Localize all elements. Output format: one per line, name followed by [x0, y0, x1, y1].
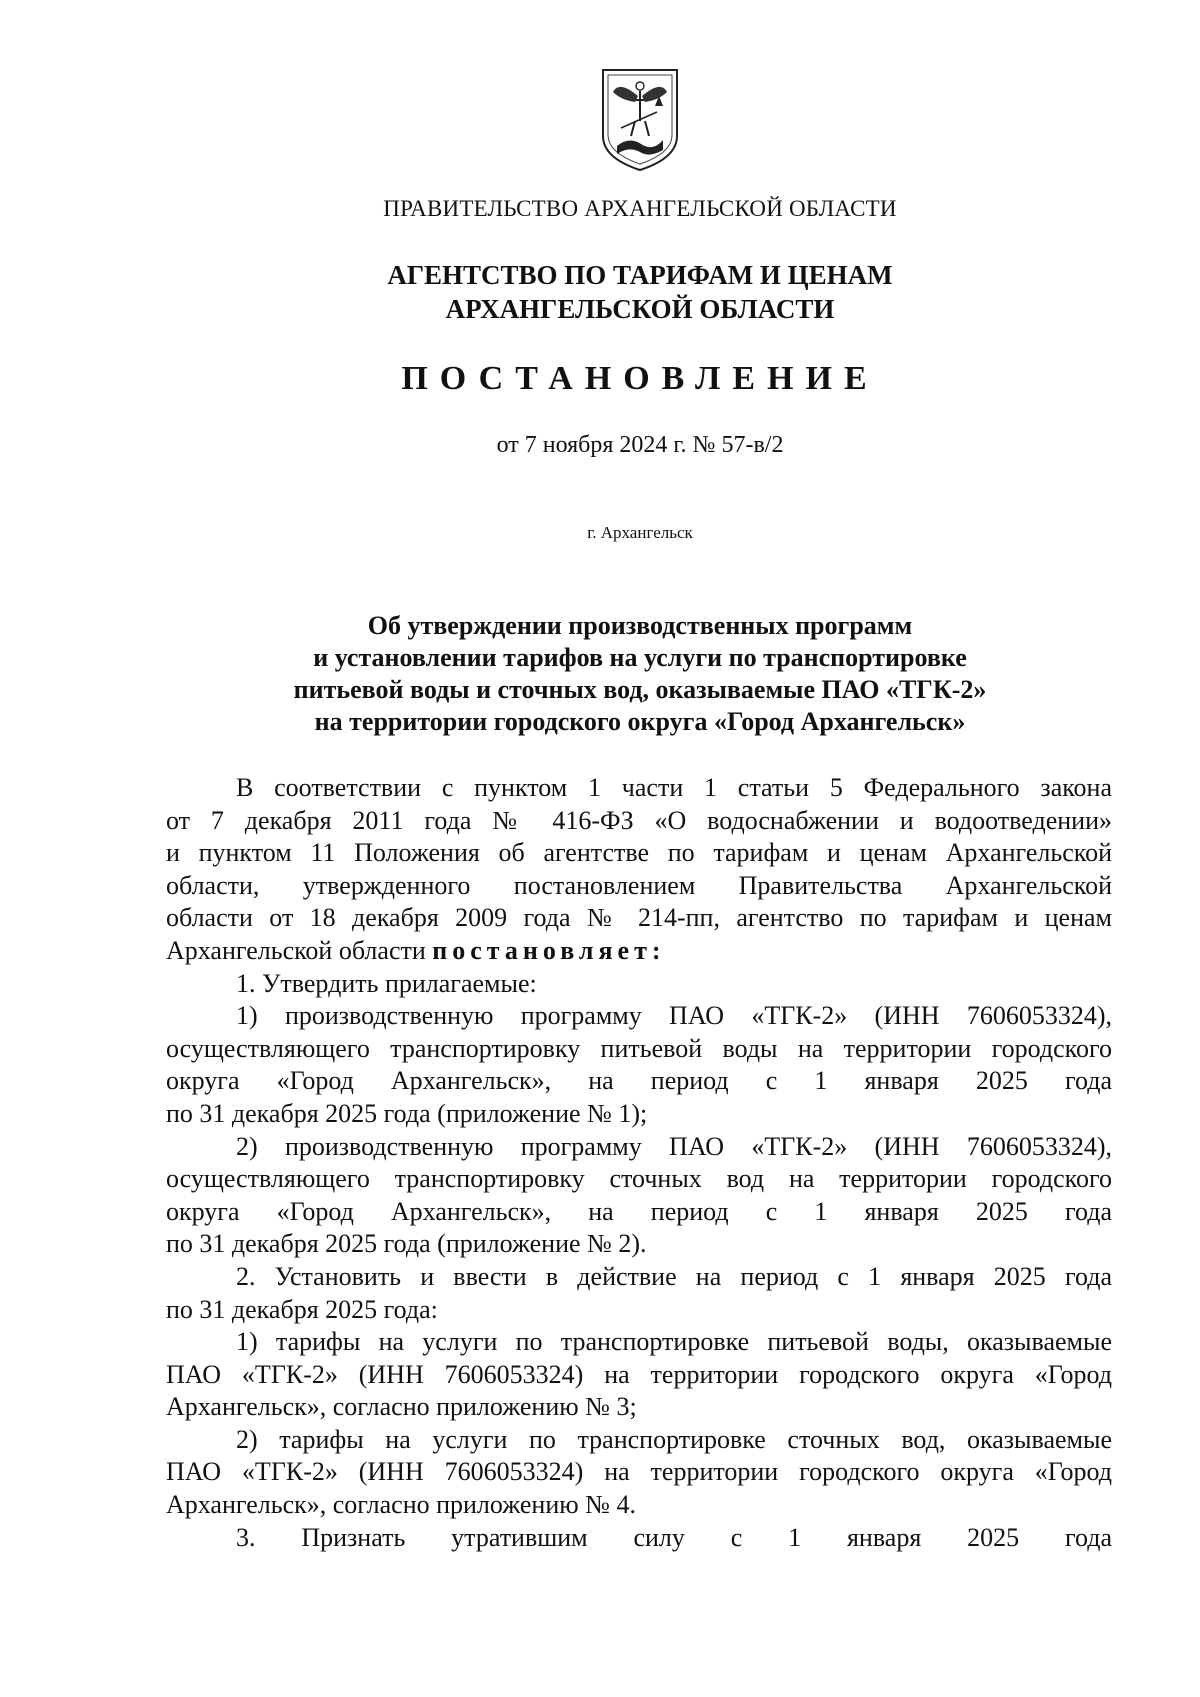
agency-name-line-1: АГЕНТСТВО ПО ТАРИФАМ И ЦЕНАМ — [387, 260, 893, 290]
body-line: округа «Город Архангельск», на период с 1 января 2025 года — [166, 1196, 1112, 1226]
title-line-4: на территории городского округа «Город Архангельск» — [314, 707, 966, 736]
document-type: ПОСТАНОВЛЕНИЕ — [401, 360, 879, 397]
coat-of-arms-icon — [599, 66, 681, 172]
government-name: ПРАВИТЕЛЬСТВО АРХАНГЕЛЬСКОЙ ОБЛАСТИ — [383, 196, 897, 221]
body-line: осуществляющего транспортировку питьевой воды на территории городского — [166, 1033, 1112, 1063]
body-line: от 7 декабря 2011 года № 416-ФЗ «О водоснабжении и водоотведении» — [166, 805, 1112, 835]
resolves-word: постановляет: — [432, 935, 666, 965]
body-line: ПАО «ТГК-2» (ИНН 7606053324) на территории городского округа «Город — [166, 1457, 1112, 1487]
body-line: Архангельск», согласно приложению № 4. — [166, 1490, 636, 1520]
agency-name — [0, 258, 1200, 326]
body-line: области от 18 декабря 2009 года № 214-пп, агентство по тарифам и ценам — [166, 903, 1112, 933]
body-line: 1. Утвердить прилагаемые: — [236, 968, 537, 998]
document-date-number: от 7 ноября 2024 г. № 57-в/2 — [496, 432, 784, 458]
body-line: 1) производственную программу ПАО «ТГК-2» (ИНН 7606053324), — [236, 1001, 1112, 1031]
title-line-3: питьевой воды и сточных вод, оказываемые ПАО «ТГК-2» — [293, 675, 987, 704]
body-line: осуществляющего транспортировку сточных вод на территории городского — [166, 1164, 1112, 1194]
body-line: 1) тарифы на услуги по транспортировке питьевой воды, оказываемые — [236, 1327, 1112, 1357]
body-text: Архангельской области — [166, 935, 433, 965]
body-line: и пунктом 11 Положения об агентстве по тарифам и ценам Архангельской — [166, 838, 1112, 868]
title-line-2: и установлении тарифов на услуги по транспортировке — [313, 643, 967, 672]
title-line-1: Об утверждении производственных программ — [367, 611, 913, 640]
body-line: ПАО «ТГК-2» (ИНН 7606053324) на территории городского округа «Город — [166, 1359, 1112, 1389]
document-title — [0, 610, 1200, 738]
body-line: по 31 декабря 2025 года (приложение № 2). — [166, 1229, 647, 1259]
body-line: 3. Признать утратившим силу с 1 января 2025 года — [236, 1522, 1112, 1552]
agency-name-line-2: АРХАНГЕЛЬСКОЙ ОБЛАСТИ — [445, 294, 835, 324]
document-body — [166, 772, 1112, 1554]
document-city: г. Архангельск — [587, 523, 693, 542]
body-line: по 31 декабря 2025 года (приложение № 1); — [166, 1098, 648, 1128]
body-line: Архангельск», согласно приложению № 3; — [166, 1392, 637, 1422]
body-line: 2) тарифы на услуги по транспортировке сточных вод, оказываемые — [236, 1424, 1112, 1454]
body-line: округа «Город Архангельск», на период с 1 января 2025 года — [166, 1066, 1112, 1096]
body-line: области, утвержденного постановлением Правительства Архангельской — [166, 870, 1112, 900]
body-line: В соответствии с пунктом 1 части 1 статьи 5 Федерального закона — [236, 773, 1112, 802]
body-line: 2. Установить и ввести в действие на период с 1 января 2025 года — [236, 1261, 1112, 1291]
body-line: 2) производственную программу ПАО «ТГК-2» (ИНН 7606053324), — [236, 1131, 1112, 1161]
body-line — [166, 935, 1112, 968]
body-line: по 31 декабря 2025 года: — [166, 1294, 438, 1324]
